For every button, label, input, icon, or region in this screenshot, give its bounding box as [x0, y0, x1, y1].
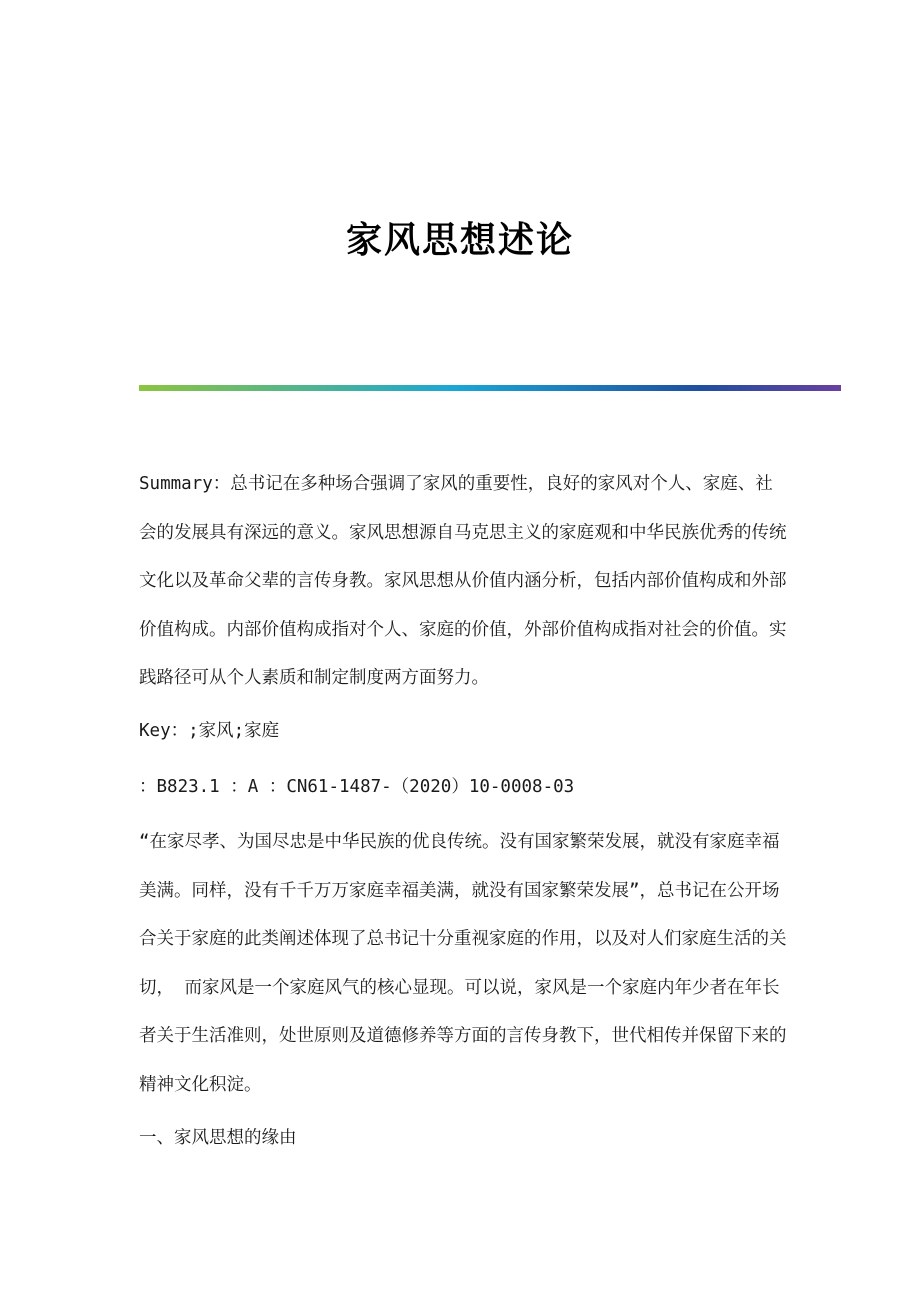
classification-line: ：B823.1 ：A ：CN61-1487-（2020）10-0008-03	[139, 777, 575, 797]
gradient-divider	[139, 385, 841, 391]
body-paragraph: “在家尽孝、为国尽忠是中华民族的优良传统。没有国家繁荣发展，就没有家庭幸福美满。同样，没有千千万万家庭幸福美满，就没有国家繁荣发展”，总书记在公开场合关于家庭的此类阐述体现了总书记十分重视家庭的作用，以及对人们家庭生活的关切， 而家风是一个家庭风气的核心显现。可以说，家风是一个家庭内年少者在年长者关于生活准则，处世原则及道德修养等方面的言传身教下，世代相传并保留下来的精神文化积淀。	[139, 832, 787, 1095]
summary-paragraph: Summary：总书记在多种场合强调了家风的重要性，良好的家风对个人、家庭、社会的发展具有深远的意义。家风思想源自马克思主义的家庭观和中华民族优秀的传统文化以及革命父辈的言传身教。家风思想从价值内涵分析，包括内部价值构成和外部价值构成。内部价值构成指对个人、家庭的价值，外部价值构成指对社会的价值。实践路径可从个人素质和制定制度两方面努力。	[139, 474, 787, 688]
document-title: 家风思想述论	[345, 219, 574, 261]
section-heading: 一、家风思想的缘由	[139, 1128, 297, 1148]
keywords-line: Key：;家风;家庭	[139, 721, 280, 741]
